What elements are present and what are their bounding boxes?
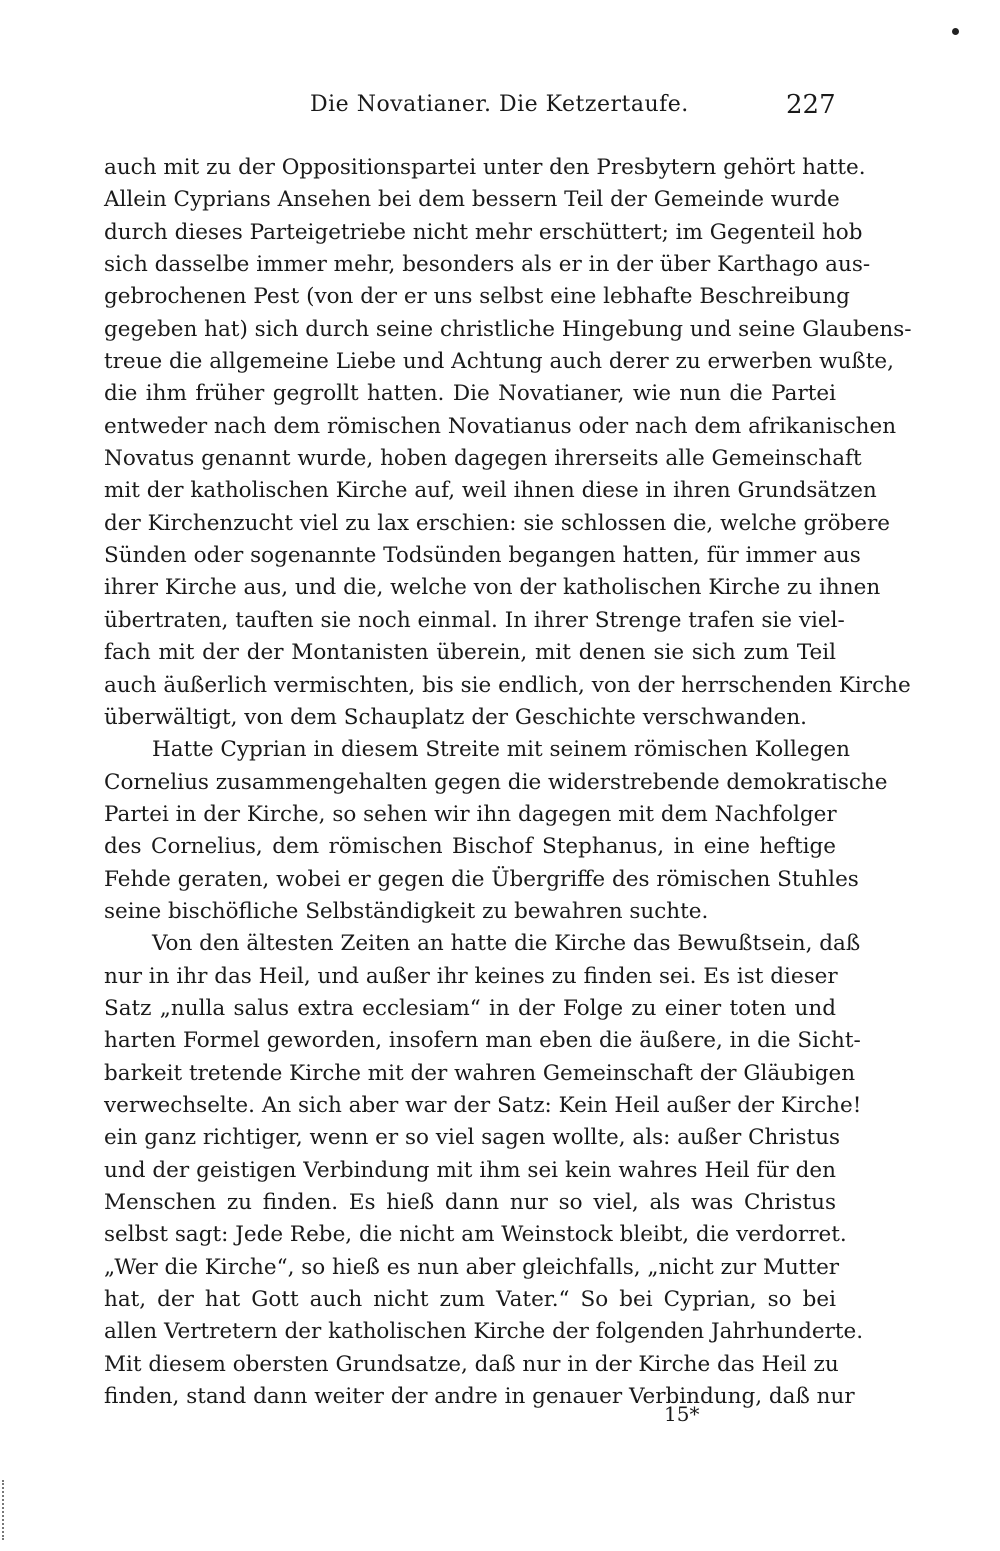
body-text: [104, 152, 912, 1413]
text-line: übertraten, tauften sie noch einmal. In ihrer Strenge trafen sie viel-: [104, 607, 845, 633]
paragraph: [104, 928, 864, 1413]
text-line: allen Vertretern der katholischen Kirche der folgenden Jahrhunderte.: [104, 1319, 864, 1345]
text-line: des Cornelius, dem römischen Bischof Stephanus, in eine heftige: [104, 834, 836, 860]
ink-dot: [952, 28, 959, 35]
text-line: gebrochenen Pest (von der er uns selbst eine lebhafte Beschreibung: [104, 284, 850, 310]
page-header: [0, 92, 1000, 128]
text-line: finden, stand dann weiter der andre in genauer Verbindung, daß nur: [104, 1384, 855, 1410]
text-line: entweder nach dem römischen Novatianus oder nach dem afrikanischen: [104, 413, 897, 439]
text-line: auch mit zu der Oppositionspartei unter den Presbytern gehört hatte.: [104, 155, 866, 180]
text-line: Allein Cyprians Ansehen bei dem bessern Teil der Gemeinde wurde: [104, 187, 840, 213]
text-line: nur in ihr das Heil, und außer ihr keines zu finden sei. Es ist dieser: [104, 963, 838, 989]
text-line: gegeben hat) sich durch seine christliche Hingebung und seine Glaubens-: [104, 316, 912, 342]
text-line: Von den ältesten Zeiten an hatte die Kirche das Bewußtsein, daß: [152, 931, 861, 957]
text-line: harten Formel geworden, insofern man eben die äußere, in die Sicht-: [104, 1028, 861, 1054]
text-line: Hatte Cyprian in diesem Streite mit seinem römischen Kollegen: [152, 737, 850, 763]
signature-mark: 15*: [664, 1402, 700, 1426]
text-line: sich dasselbe immer mehr, besonders als er in der über Karthago aus-: [104, 252, 871, 278]
text-line: ihrer Kirche aus, und die, welche von der katholischen Kirche zu ihnen: [104, 575, 881, 601]
text-line: Menschen zu finden. Es hieß dann nur so viel, als was Christus: [104, 1190, 836, 1215]
text-line: überwältigt, von dem Schauplatz der Geschichte verschwanden.: [104, 704, 808, 730]
text-line: Sünden oder sogenannte Todsünden begangen hatten, für immer aus: [104, 543, 861, 569]
text-line: treue die allgemeine Liebe und Achtung auch derer zu erwerben wußte,: [104, 349, 894, 375]
text-line: Fehde geraten, wobei er gegen die Übergriffe des römischen Stuhles: [104, 866, 859, 892]
text-line: Cornelius zusammengehalten gegen die widerstrebende demokratische: [104, 769, 888, 795]
text-line: selbst sagt: Jede Rebe, die nicht am Weinstock bleibt, die verdorret.: [104, 1222, 847, 1248]
text-line: hat, der hat Gott auch nicht zum Vater.“ So bei Cyprian, so bei: [104, 1287, 836, 1313]
text-line: die ihm früher gegrollt hatten. Die Novatianer, wie nun die Partei: [104, 381, 836, 407]
text-line: der Kirchenzucht viel zu lax erschien: sie schlossen die, welche gröbere: [104, 510, 891, 536]
text-line: seine bischöfliche Selbständigkeit zu bewahren suchte.: [104, 898, 709, 924]
text-line: barkeit tretende Kirche mit der wahren Gemeinschaft der Gläubigen: [104, 1060, 856, 1086]
text-line: „Wer die Kirche“, so hieß es nun aber gleichfalls, „nicht zur Mutter: [104, 1254, 840, 1280]
scan-edge-mark: [2, 1480, 6, 1540]
text-line: Mit diesem obersten Grundsatze, daß nur in der Kirche das Heil zu: [104, 1351, 839, 1377]
text-line: durch dieses Parteigetriebe nicht mehr erschüttert; im Gegenteil hob: [104, 219, 863, 245]
text-line: ein ganz richtiger, wenn er so viel sagen wollte, als: außer Christus: [104, 1125, 841, 1151]
running-head: Die Novatianer. Die Ketzertaufe.: [310, 92, 689, 117]
text-line: Novatus genannt wurde, hoben dagegen ihrerseits alle Gemeinschaft: [104, 446, 862, 472]
text-line: verwechselte. An sich aber war der Satz: Kein Heil außer der Kirche!: [104, 1092, 862, 1118]
text-line: auch äußerlich vermischten, bis sie endlich, von der herrschenden Kirche: [104, 672, 911, 698]
text-line: Satz „nulla salus extra ecclesiam“ in der Folge zu einer toten und: [104, 995, 836, 1021]
text-line: mit der katholischen Kirche auf, weil ihnen diese in ihren Grundsätzen: [104, 478, 877, 504]
text-line: und der geistigen Verbindung mit ihm sei kein wahres Heil für den: [104, 1157, 836, 1183]
paragraph: [104, 734, 888, 928]
paragraph: [104, 152, 912, 734]
text-line: Partei in der Kirche, so sehen wir ihn dagegen mit dem Nachfolger: [104, 801, 837, 827]
page-number: 227: [786, 90, 836, 120]
text-line: fach mit der der Montanisten überein, mit denen sie sich zum Teil: [104, 640, 836, 666]
